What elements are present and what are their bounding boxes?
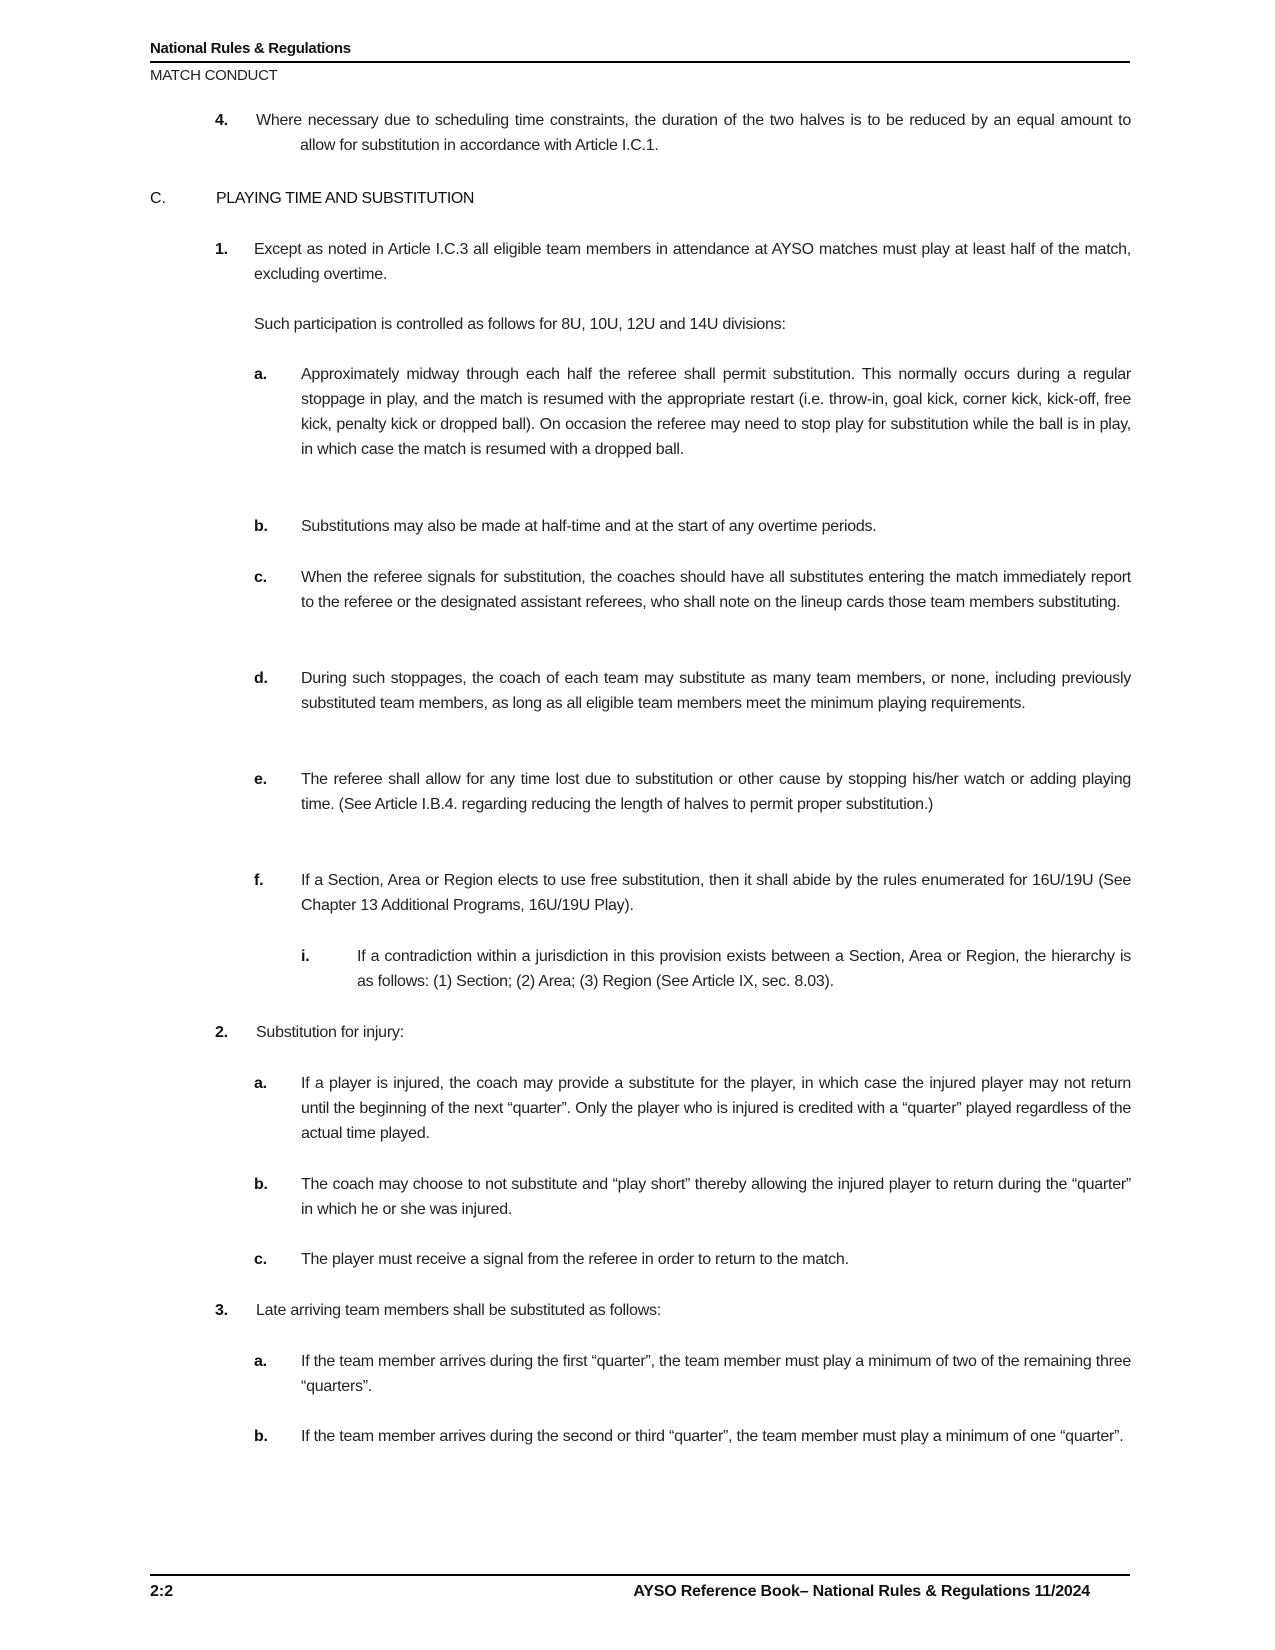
running-header-title: National Rules & Regulations — [150, 40, 351, 57]
subitem-label: f. — [254, 872, 264, 889]
subitem-label: b. — [254, 518, 268, 535]
subitem-label: b. — [254, 1176, 268, 1193]
subitem-text: The referee shall allow for any time lost due to substitution or other cause by stopping his/her watch or adding playing time. (See Article I.B.4. regarding reducing the length of halves to permit proper substitution.) — [301, 771, 1131, 813]
subitem-text: Substitutions may also be made at half-time and at the start of any overtime periods. — [301, 518, 877, 535]
footer-book-title: AYSO Reference Book– National Rules & Regulations 11/2024 — [633, 1583, 1090, 1600]
item-label: 3. — [215, 1302, 228, 1319]
subitem-text: If a Section, Area or Region elects to use free substitution, then it shall abide by the rules enumerated for 16U/19U (See Chapter 13 Additional Programs, 16U/19U Play). — [301, 872, 1131, 914]
subitem-text: If the team member arrives during the first “quarter”, the team member must play a minimum of two of the remaining three “quarters”. — [301, 1353, 1131, 1395]
subitem-text: Approximately midway through each half the referee shall permit substitution. This normally occurs during a regular stoppage in play, and the match is resumed with the appropriate restart (i.e. throw-in, goal kick, corner kick, kick-off, free kick, penalty kick or dropped ball). On occasion the referee may need to stop play for substitution while the ball is in play, in which case the match is resumed with a dropped ball. — [301, 366, 1131, 458]
subitem-text: If a contradiction within a jurisdiction in this provision exists between a Section, Area or Region, the hierarchy is as follows: (1) Section; (2) Area; (3) Region (See Article IX, sec. 8.03). — [357, 948, 1131, 990]
subitem-label: a. — [254, 1075, 267, 1092]
subitem-text: If the team member arrives during the second or third “quarter”, the team member must play a minimum of one “quarter”. — [301, 1428, 1124, 1445]
subitem-text: If a player is injured, the coach may provide a substitute for the player, in which case the injured player may not return until the beginning of the next “quarter”. Only the player who is injured is credited with a “quarter” played regardless of the actual time played. — [301, 1075, 1131, 1142]
item-label: 2. — [215, 1024, 228, 1041]
item-label: 1. — [215, 241, 228, 258]
item-note: Such participation is controlled as follows for 8U, 10U, 12U and 14U divisions: — [254, 316, 786, 333]
subitem-text: The player must receive a signal from the referee in order to return to the match. — [301, 1251, 849, 1268]
subitem-text: When the referee signals for substitution, the coaches should have all substitutes entering the match immediately report to the referee or the designated assistant referees, who shall note on the lineup cards those team members substituting. — [301, 569, 1131, 611]
subitem-label: a. — [254, 1353, 267, 1370]
section-label: C. — [150, 190, 166, 207]
running-header-subtitle: MATCH CONDUCT — [150, 67, 278, 84]
item-text — [256, 108, 1131, 158]
subitem-label: b. — [254, 1428, 268, 1445]
item-text-content: Where necessary due to scheduling time constraints, the duration of the two halves is to be reduced by an equal amount to allow for substitution in accordance with Article I.C.1. — [256, 112, 1131, 154]
item-text: Substitution for injury: — [256, 1024, 404, 1041]
page-number: 2:2 — [150, 1583, 174, 1600]
subitem-text: During such stoppages, the coach of each team may substitute as many team members, or none, including previously substituted team members, as long as all eligible team members meet the minimum playing requirements. — [301, 670, 1131, 712]
subitem-label: e. — [254, 771, 267, 788]
section-title: PLAYING TIME AND SUBSTITUTION — [216, 190, 475, 207]
subitem-label: c. — [254, 569, 267, 586]
item-text: Late arriving team members shall be substituted as follows: — [256, 1302, 661, 1319]
subitem-text: The coach may choose to not substitute and “play short” thereby allowing the injured player to return during the “quarter” in which he or she was injured. — [301, 1176, 1131, 1218]
subitem-label: c. — [254, 1251, 267, 1268]
header-rule — [150, 61, 1130, 63]
item-label: 4. — [215, 112, 228, 129]
item-text: Except as noted in Article I.C.3 all eligible team members in attendance at AYSO matches must play at least half of the match, excluding overtime. — [254, 241, 1131, 283]
footer-rule — [150, 1574, 1130, 1576]
subitem-label: i. — [301, 948, 310, 965]
subitem-label: d. — [254, 670, 268, 687]
subitem-label: a. — [254, 366, 267, 383]
